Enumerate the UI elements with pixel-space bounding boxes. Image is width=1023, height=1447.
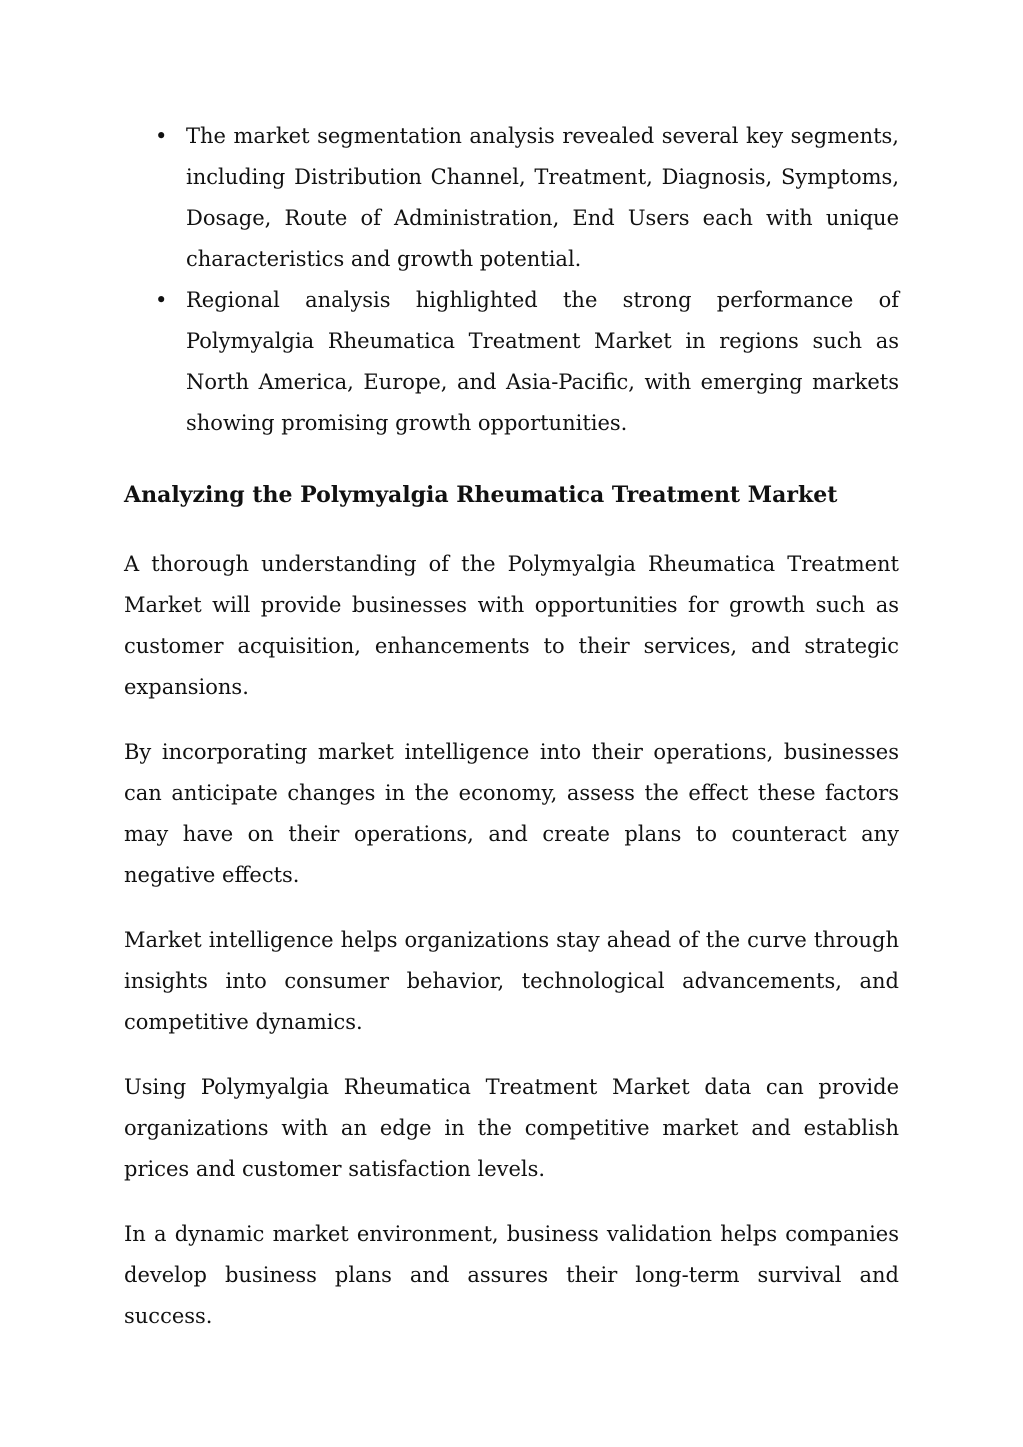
paragraph: A thorough understanding of the Polymyalgia Rheumatica Treatment Market will provide businesses with opportunities for growth such as customer acquisition, enhancements to their services, and strategic expansions.	[124, 552, 899, 699]
bullet-list	[124, 116, 899, 444]
paragraph: Market intelligence helps organizations stay ahead of the curve through insights into consumer behavior, technological advancements, and competitive dynamics.	[124, 928, 899, 1034]
bullet-item	[124, 280, 899, 444]
bullet-text: The market segmentation analysis revealed several key segments, including Distribution Channel, Treatment, Diagnosis, Symptoms, Dosage, Route of Administration, End Users each with unique characteristics and growth potential.	[186, 124, 899, 271]
paragraph: By incorporating market intelligence into their operations, businesses can anticipate changes in the economy, assess the effect these factors may have on their operations, and create plans to counteract any negative effects.	[124, 740, 899, 887]
bullet-icon: •	[155, 124, 168, 148]
section-heading: Analyzing the Polymyalgia Rheumatica Treatment Market	[124, 482, 838, 508]
bullet-text: Regional analysis highlighted the strong performance of Polymyalgia Rheumatica Treatment Market in regions such as North America, Europe, and Asia-Pacific, with emerging markets showing promising growth opportunities.	[186, 288, 899, 435]
bullet-icon: •	[155, 288, 168, 312]
paragraph: In a dynamic market environment, business validation helps companies develop business plans and assures their long-term survival and success.	[124, 1222, 899, 1328]
paragraph: Using Polymyalgia Rheumatica Treatment Market data can provide organizations with an edge in the competitive market and establish prices and customer satisfaction levels.	[124, 1075, 899, 1181]
document-page	[124, 116, 899, 1337]
bullet-item	[124, 116, 899, 280]
